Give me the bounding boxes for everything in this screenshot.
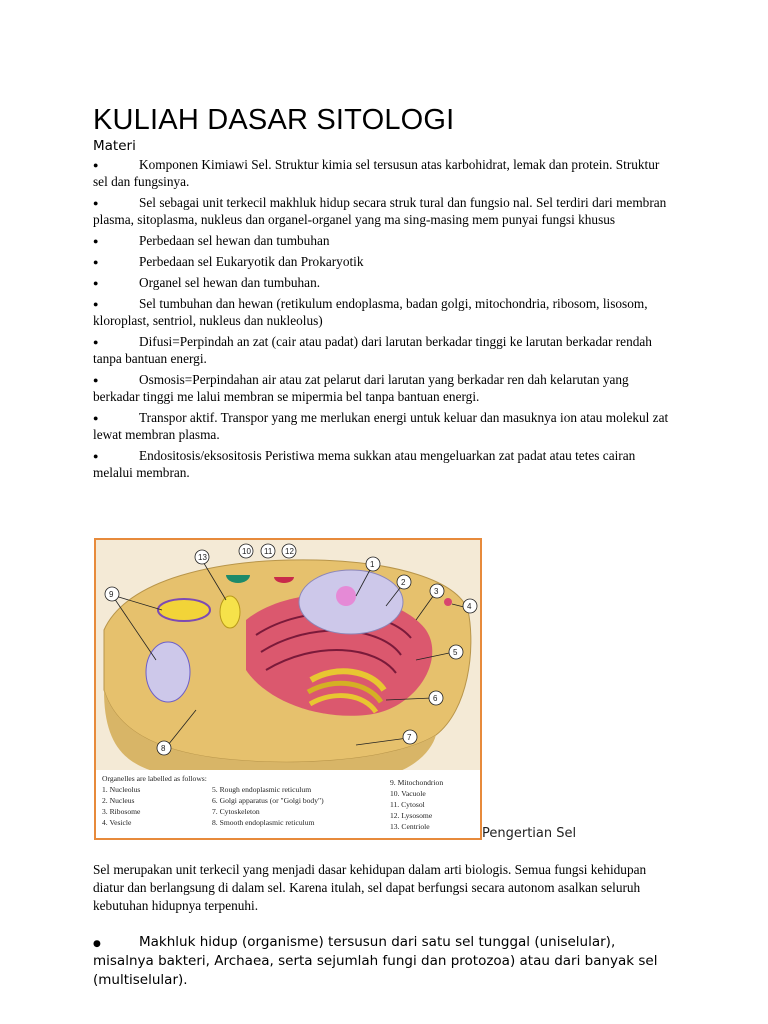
list-item: ● Osmosis=Perpindahan air atau zat pelarut dari larutan yang berkadar ren dah kelarutan yang berkadar tinggi me lalui membran se mipermia bel tanpa bantuan energi. (93, 372, 629, 404)
svg-text:12. Lysosome: 12. Lysosome (390, 811, 433, 820)
svg-text:13. Centriole: 13. Centriole (390, 822, 430, 831)
materi-list (93, 156, 673, 485)
list-item: ● Perbedaan sel hewan dan tumbuhan (93, 233, 330, 248)
svg-text:4: 4 (467, 602, 472, 611)
list-item: ● Organel sel hewan dan tumbuhan. (93, 275, 321, 290)
list-item: ● Perbedaan sel Eukaryotik dan Prokaryotik (93, 254, 364, 269)
sans-bullet-list (93, 933, 673, 990)
list-item: ● Komponen Kimiawi Sel. Struktur kimia sel tersusun atas karbohidrat, lemak dan protein. Struktur sel dan fungsinya. (93, 157, 660, 189)
svg-text:12: 12 (285, 547, 294, 556)
bullet-icon: ● (93, 257, 99, 267)
bullet-icon: ● (93, 939, 101, 949)
bullet-icon: ● (93, 278, 99, 288)
list-item: ● Sel tumbuhan dan hewan (retikulum endoplasma, badan golgi, mitochondria, ribosom, lisosom, kloroplast, sentriol, nukleus dan nukleolus) (93, 296, 648, 328)
bullet-icon: ● (93, 160, 99, 170)
bullet-icon: ● (93, 198, 99, 208)
svg-text:5. Rough endoplasmic reticulum: 5. Rough endoplasmic reticulum (212, 785, 312, 794)
list-item: ● Endositosis/eksositosis Peristiwa mema sukkan atau mengeluarkan zat padat atau tetes cairan melalui membran. (93, 448, 636, 480)
svg-text:1. Nucleolus: 1. Nucleolus (102, 785, 141, 794)
svg-text:7: 7 (407, 733, 412, 742)
bullet-icon: ● (93, 375, 99, 385)
svg-text:9. Mitochondrion: 9. Mitochondrion (390, 778, 444, 787)
svg-text:1: 1 (370, 560, 375, 569)
svg-text:11: 11 (264, 547, 273, 556)
nucleolus-shape (336, 586, 356, 606)
svg-text:7. Cytoskeleton: 7. Cytoskeleton (212, 807, 260, 816)
svg-text:3: 3 (434, 587, 439, 596)
svg-text:2: 2 (401, 578, 406, 587)
svg-text:6. Golgi apparatus (or "Golgi: 6. Golgi apparatus (or "Golgi body") (212, 796, 324, 805)
list-item: ● Difusi=Perpindah an zat (cair atau padat) dari larutan berkadar tinggi ke larutan berkadar rendah tanpa bantuan energi. (93, 334, 652, 366)
svg-text:10. Vacuole: 10. Vacuole (390, 789, 426, 798)
svg-text:2. Nucleus: 2. Nucleus (102, 796, 135, 805)
animal-cell-diagram (94, 538, 482, 840)
svg-text:8. Smooth endoplasmic reticulu: 8. Smooth endoplasmic reticulum (212, 818, 315, 827)
mitochondrion-shape (158, 599, 210, 621)
svg-text:4. Vesicle: 4. Vesicle (102, 818, 132, 827)
bullet-icon: ● (93, 413, 99, 423)
list-item: ● Makhluk hidup (organisme) tersusun dari satu sel tunggal (uniselular), misalnya bakteri, Archaea, serta sejumlah fungi dan protozoa) atau dari banyak sel (multiselular). (93, 934, 658, 988)
bullet-icon: ● (93, 337, 99, 347)
figure-caption: Pengertian Sel (482, 826, 577, 841)
vacuole-shape (146, 642, 190, 702)
document-title: KULIAH DASAR SITOLOGI (93, 104, 455, 136)
svg-text:6: 6 (433, 694, 438, 703)
svg-text:13: 13 (198, 553, 207, 562)
svg-text:3. Ribosome: 3. Ribosome (102, 807, 141, 816)
cell-illustration (96, 540, 480, 838)
list-item: ● Sel sebagai unit terkecil makhluk hidup secara struk tural dan fungsio nal. Sel terdiri dari membran plasma, sitoplasma, nukleus dan organel-organel yang ma sing-masing mem punyai fungsi khusus (93, 195, 667, 227)
svg-text:5: 5 (453, 648, 458, 657)
list-item: ● Transpor aktif. Transpor yang me merlukan energi untuk keluar dan masuknya ion atau molekul zat lewat membran plasma. (93, 410, 669, 442)
bullet-icon: ● (93, 451, 99, 461)
svg-text:8: 8 (161, 744, 166, 753)
bullet-icon: ● (93, 236, 99, 246)
body-paragraph: Sel merupakan unit terkecil yang menjadi dasar kehidupan dalam arti biologis. Semua fungsi kehidupan diatur dan berlangsung di dalam sel. Karena itulah, sel dapat berfungsi secara autonom asalkan seluruh kebutuhan hidupnya terpenuhi. (93, 862, 647, 913)
svg-text:10: 10 (242, 547, 251, 556)
svg-text:11. Cytosol: 11. Cytosol (390, 800, 425, 809)
svg-text:Organelles are labelled as fol: Organelles are labelled as follows: (102, 774, 207, 783)
section-subtitle: Materi (93, 138, 136, 154)
bullet-icon: ● (93, 299, 99, 309)
svg-text:9: 9 (109, 590, 114, 599)
centriole-shape (220, 596, 240, 628)
